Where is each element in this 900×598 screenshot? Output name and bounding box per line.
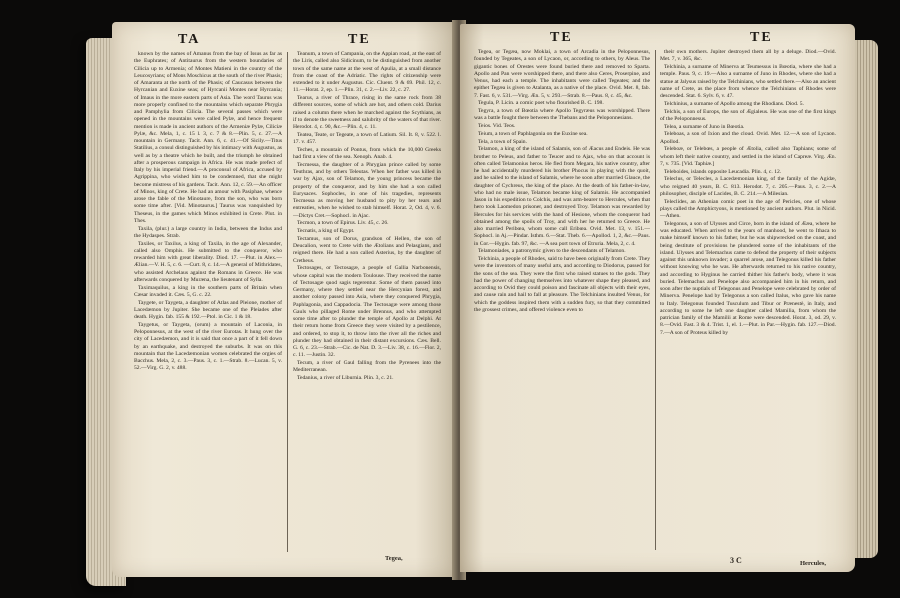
right-catchword: Hercules, (800, 560, 827, 567)
right-running-head-2: TE (750, 30, 773, 45)
dictionary-entry: Telchinius, a surname of Apollo among the Rhodians. Diod. 5. (664, 100, 804, 107)
dictionary-entry: Teleclides, an Athenian comic poet in the age of Pericles, one of whose plays called the Amphictyons, is mentioned by ancient authors. Plut. in Nicid.—Athen. (660, 198, 836, 219)
dictionary-entry: Teleboæ, or Telebœs, a people of Ætolia, called also Taphians; some of whom left their native country, and settled in the island of Capreæ. Virg. Æn. 7, v. 735. [Vid. Taphiæ.] (660, 146, 836, 167)
dictionary-entry: Teium, a town of Paphlagonia on the Euxine sea. (478, 130, 588, 137)
dictionary-entry: Tecmon, a town of Epirus. Liv. 45, c. 26. (297, 220, 389, 227)
dictionary-entry: Teanum, a town of Campania, on the Appian road, at the east of the Liris, called also Sidicinum, to be distinguished from another town of the same name at the west of Apulia, at a small distance from the coast of the Adriatic. The rights of citizenship were extended to it under Augustus. Cic. Cluent. 9 & 69. Phil. 12, c. 11.—Horat. 2, ep. 1.—Plin. 31, c. 2.—Liv. 22, c. 27. (293, 51, 441, 94)
dictionary-entry: Tela, a town of Spain. (478, 138, 528, 145)
left-page (112, 22, 457, 577)
left-running-head-1: TA (178, 32, 201, 47)
left-running-head-2: TE (348, 32, 371, 47)
dictionary-entry: Taxila, (plur.) a large country in India, between the Indus and the Hydaspes. Strab. (134, 225, 282, 239)
dictionary-entry: Telamon, a king of the island of Salamis, son of Æacus and Endeis. He was brother to Peleus, and father to Teucer and to Ajax, who on that account is often called Telamonius heros. He fled from Megara, his native country, after he had accidentally murdered his brother Phocus in playing with the quoit, and he sailed to the island of Salamis, where he soon after married Glauce, the daughter of Cychreus, the king of the place. At the death of his father-in-law, who had no male issue, Telamon became king of Salamis. He accompanied Jason in his expedition to Colchis, and was arm-bearer to Hercules, when that hero took Laomedon prisoner, and destroyed Troy. Telamon was rewarded by Hercules for his services with the hand of Hesione, whom the conqueror had obtained among the spoils of Troy, and with her he returned to Greece. He also married Peribœa, whom some call Eribœa. Ovid. Met. 13, v. 151.—Sophocl. in Aj.—Pindar. Isthm. 6.—Stat. Theb. 6.—Apollod. 1, 2, &c.—Paus. in Cor.—Hygin. fab. 97, &c. —A sea port town of Etruria. Mela, 2, c. 4. (474, 146, 650, 247)
dictionary-entry: Telamoniades, a patronymic given to the descendants of Telamon. (478, 248, 626, 255)
dictionary-entry: Tegea, or Tegæa, now Moklai, a town of Arcadia in the Peloponnesus, founded by Tegeates, a son of Lycaon, or, according to others, by Aleus. The gigantic bones of Orestes were found buried there and removed to Sparta. Apollo and Pan were worshipped there, and there also Ceres, Proserpine, and Venus, had each a temple. The inhabitants were called Tegeates; and the epithet Tegæa is given to Atalanta, as a native of the place. Ovid. Met. 8, fab. 7. Fast. 6, v. 531.—Virg. Æn. 5, v. 293.—Strab. 8.—Paus. 8, c. 45, &c. (474, 49, 650, 99)
dictionary-entry: Teches, a mountain of Pontus, from which the 10,000 Greeks had first a view of the sea. Xenoph. Anab. 4. (293, 146, 441, 160)
left-page-column-2 (293, 51, 441, 557)
dictionary-entry: Tectamus, son of Dorus, grandson of Hellen, the son of Deucalion, went to Crete with the Ætolians and Pelasgians, and reigned there. He had a son called Asterius, by the daughter of Cretheus. (293, 235, 441, 264)
column-rule (287, 52, 288, 552)
dictionary-entry: Telea, a surname of Juno in Bœotia. (664, 123, 745, 130)
right-page (460, 24, 855, 572)
dictionary-entry: Telchinia, a people of Rhodes, said to have been originally from Crete. They were the inventors of many useful arts, and according to Diodorus, passed for the sons of the sea. They were the first who raised statues to the gods. They had the power of changing themselves into whatever shape they pleased, and according to Ovid they could poison and fascinate all objects with their eyes, and cause rain and hail to fall at pleasure. The Telchinians insulted Venus, for which the goddess inspired them with a sudden fury, so that they committed the grossest crimes, and offered violence even to (474, 256, 650, 313)
dictionary-entry: Telchis, a son of Europs, the son of Ægialeus. He was one of the first kings of the Peloponnesus. (660, 108, 836, 122)
dictionary-entry: known by the names of Amanus from the bay of Issus as far as the Euphrates; of Antitaurus from the western boundaries of Cilicia up to Armenia; of Montes Matieni in the country of the Leucosyrians; of Mons Moschicus at the south of the river Phasis; of Amaranta at the north of the Phasis; of Caucasus between the Hyrcanian and Euxine seas; of Hyrcanii Montes near Hyrcania; of Imaus in the more eastern parts of Asia. The word Taurus was more properly confined to the mountains which separate Phrygia and Pamphylia from Cilicia. The several passes which were opened in the mountains were called Pylæ, and hence frequent mention is made in ancient authors of the Armeniæ Pylæ, Ciliciæ Pylæ, &c. Mela, 1, c. 15 l. 3, c. 7 & 8.—Plin. 5, c. 27.—A mountain in Germany. Tacit. Ann. 6, c. 41.—Of Sicily.—Titus Statilius, a consul distinguished by his intimacy with Augustus, as well as by a theatre which he built, and the triumph he obtained after a prosperous campaign in Africa. He was made prefect of Italy by his imperial friend.—A proconsul of Africa, accused by Agrippina, who wished him to be condemned, that she might become mistress of his gardens. Tacit. Ann. 12, c. 59.—An officer of Minos, king of Crete. He had an amour with Pasiphae, whence arose the fable of the Minotaure, from the son, who was born some time after. [Vid. Minotaurus.] Taurus was vanquished by Theseus, in the games which Minos exhibited in Crete. Plut. in Thes. (134, 51, 282, 224)
dictionary-entry: Teleclus, or Telecles, a Lacedæmonian king, of the family of the Agidæ, who reigned 40 years, B. C. 813. Herodot. 7, c. 205.—Paus. 3, c. 2.—A philosopher, disciple of Lacides, B. C. 214.—A Milesian. (660, 176, 836, 197)
dictionary-entry: Tegyra, a town of Bœotia where Apollo Tegyræus was worshipped. There was a battle fought there between the Thebans and the Peloponnesians. (474, 108, 650, 122)
dictionary-entry: Telegonus, a son of Ulysses and Circe, born in the island of Ææa, where he was educated. When arrived to the years of manhood, he went to Ithaca to make himself known to his father, but he was shipwrecked on the coast, and being destitute of provisions he plundered some of the inhabitants of the island. Ulysses and Telemachus came to defend the property of their subjects against this unknown invader; a quarrel arose, and Telegonus killed his father without knowing who he was. He afterwards returned to his native country, and according to Hyginus he carried thither his father's body, where it was buried. Telemachus and Penelope also accompanied him in his return, and soon after the nuptials of Telegonus and Penelope were celebrated by order of Minerva. Penelope had by Telegonus a son called Italus, who gave his name to Italy. Telegonus founded Tusculum and Tibur or Prænestè, in Italy, and according to some he left one daughter called Mamilia, from whom the patrician family of the Mamilii at Rome were descended. Horat. 3, od. 29, v. 8.—Ovid. Fast. 3 & 4. Trist. 1, el. 1.—Plut. in Par.—Hygin. fab. 127.—Diod. 7.—A son of Proteus killed by (660, 220, 836, 336)
dictionary-entry: Tegula, P. Licin. a comic poet who flourished B. C. 198. (478, 100, 604, 107)
dictionary-entry: Tectosages, or Tectosagæ, a people of Gallia Narbonensis, whose capital was the modern Toulouse. They received the name of Tectosagæ quod sagis tegerentur. Some of them passed into Germany, where they settled near the Hercynian forest, and another colony passed into Asia, where they conquered Phrygia, Paphlagonia, and Cappadocia. The Tectosagæ were among those Gauls who pillaged Rome under Brennus, and who attempted some time after to plunder the temple of Apollo at Delphi. At their return home from Greece they were visited by a pestilence, and ordered, to stop it, to throw into the river all the riches and plunder they had obtained in their distant excursions. Cæs. Bell. G. 6, c. 23.—Strab.—Cic. de Nat. D. 3.—Liv. 38, c. 16.—Flor. 2, c. 11. —Justin. 32. (293, 265, 441, 359)
dictionary-entry: Taygete, or Taygeta, a daughter of Atlas and Pleione, mother of Lacedæmon by Jupiter. She became one of the Pleiades after death. Hygin. fab. 155 & 192.—Ptol. in Cic. 1 & 18. (134, 299, 282, 320)
left-catchword: Tegea, (385, 555, 403, 562)
dictionary-entry: Teleboides, islands opposite Leucadia. Plin. 4, c. 12. (664, 168, 782, 175)
dictionary-entry: Tedanius, a river of Liburnia. Plin. 3, c. 21. (297, 375, 394, 381)
left-page-column-1 (134, 51, 282, 557)
right-page-column-2 (660, 49, 836, 554)
signature-mark: 3 C (730, 556, 742, 565)
book-fore-edge-right (852, 40, 878, 558)
dictionary-entry: Taximaquilus, a king in the southern parts of Britain when Cæsar invaded it. Cæs. 5, G. c. 22. (134, 284, 282, 298)
dictionary-entry: Telchinia, a surname of Minerva at Teumessus in Bœotia, where she had a temple. Paus. 9, c. 19.—Also a surname of Juno in Rhodes, where she had a statue at Jalysus raised by the Telchinians, who settled there.—Also an ancient name of Crete, as the place from whence the Telchinians of Rhodes were descended. Stat. 6. Sylv. 6, v. 47. (660, 64, 836, 99)
dictionary-entry: Tearus, a river of Thrace, rising in the same rock from 38 different sources, some of which are hot, and others cold. Darius raised a column there when he marched against the Scythians, as if to denote the sweetness and salubrity of the waters of that river. Herodot. 4, c. 90, &c.—Plin. 4, c. 11. (293, 95, 441, 130)
dictionary-entry: Teatea, Teate, or Tegeate, a town of Latium. Sil. It. 8, v. 522. l. 17. v. 457. (293, 131, 441, 145)
dictionary-entry: Tecmessa, the daughter of a Phrygian prince called by some Teuthras, and by others Teleutas. When her father was killed in war by Ajax, son of Telamon, the young princess became the property of the conqueror, and by him she had a son called Eurysaces. Sophocles, in one of his tragedies, represents Tecmessa as moving her husband to pity by her tears and entreaties, when he wished to stab himself. Horat. 2, Od. 4, v. 6.—Dictys Cret.—Sophocl. in Ajac. (293, 161, 441, 219)
right-running-head-1: TE (550, 30, 573, 45)
dictionary-entry: Taygetus, or Taygeta, (orum) a mountain of Laconia, in Peloponnesus, at the west of the river Eurotas. It hung over the city of Lacedæmon, and it is said that once a part of it fell down by an earthquake, and destroyed the suburbs. It was on this mountain that the Lacedæmonian women celebrated the orgies of Bacchus. Mela, 2, c. 3.—Paus. 3, c. 1.—Strab. 8.—Lucan. 5, v. 52.—Virg. G. 2, v. 488. (134, 321, 282, 372)
dictionary-entry: Teleboas, a son of Ixion and the cloud. Ovid. Met. 12.—A son of Lycaon. Apollod. (660, 131, 836, 145)
dictionary-entry: Teios. Vid. Teos. (478, 123, 516, 129)
dictionary-entry: Taxiles, or Taxilus, a king of Taxila, in the age of Alexander, called also Omphis. He submitted to the conqueror, who rewarded him with great liberality. Diod. 17. —Plut. in Alex.—Ælian.—V. H. 5, c. 6. —Curt. 8, c. 14.—A general of Mithridates, who assisted Archelaus against the Romans in Greece. He was afterwards conquered by Muræna, the lieutenant of Sylla. (134, 240, 282, 283)
dictionary-entry: Tecum, a river of Gaul falling from the Pyrenees into the Mediterranean. (293, 360, 441, 374)
dictionary-entry: their own mothers. Jupiter destroyed them all by a deluge. Diod.—Ovid. Met. 7, v. 365, &c. (660, 49, 836, 63)
right-page-column-1 (474, 49, 650, 554)
column-rule (655, 50, 656, 550)
dictionary-entry: Tecnatis, a king of Egypt. (297, 228, 355, 234)
